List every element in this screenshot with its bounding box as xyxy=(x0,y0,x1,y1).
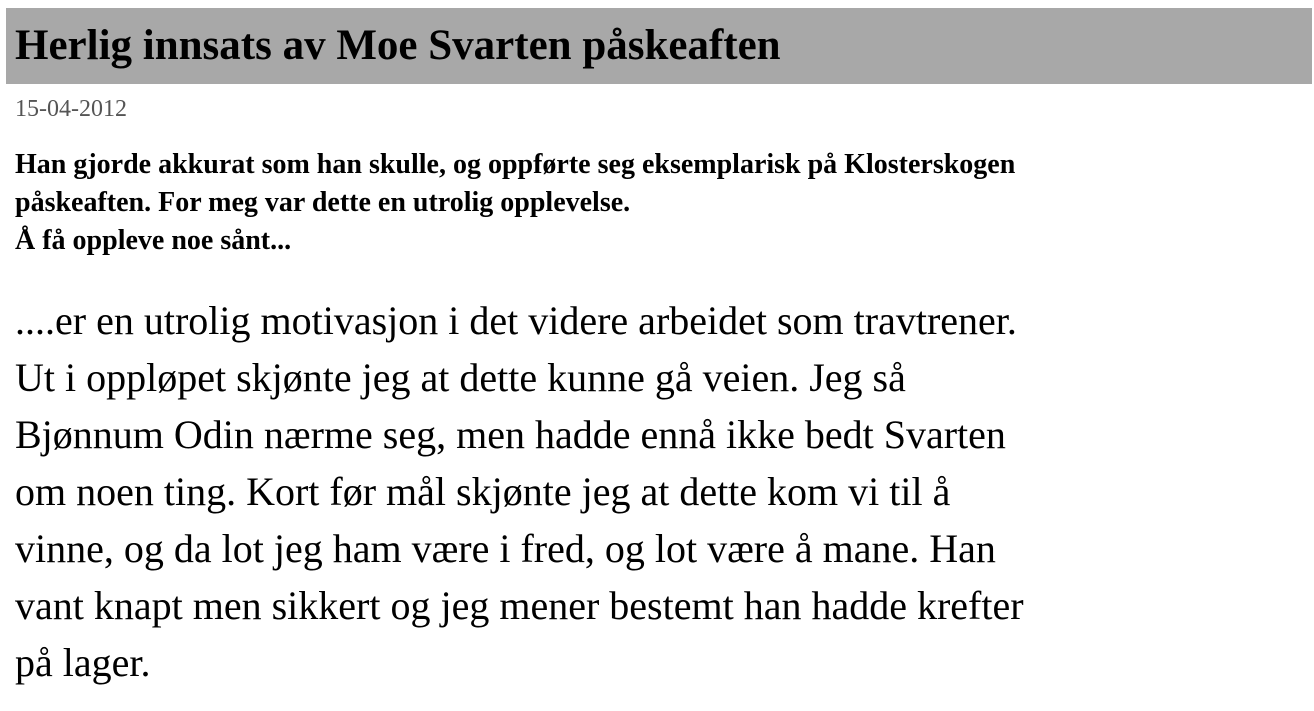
article-title-bar xyxy=(6,8,1312,84)
article-body xyxy=(15,292,1310,691)
lead-line: påskeaften. For meg var dette en utrolig opplevelse. xyxy=(15,187,631,218)
body-line: om noen ting. Kort før mål skjønte jeg at dette kom vi til å xyxy=(15,469,951,514)
lead-line: Å få oppleve noe sånt... xyxy=(15,225,292,256)
body-line: ....er en utrolig motivasjon i det videre arbeidet som travtrener. xyxy=(15,298,1017,343)
body-line: vant knapt men sikkert og jeg mener bestemt han hadde krefter xyxy=(15,583,1024,628)
article-date: 15-04-2012 xyxy=(15,96,127,122)
lead-line: Han gjorde akkurat som han skulle, og oppførte seg eksemplarisk på Klosterskogen xyxy=(15,149,1016,180)
body-line: på lager. xyxy=(15,640,151,685)
article-title: Herlig innsats av Moe Svarten påskeaften xyxy=(15,22,781,69)
body-line: Bjønnum Odin nærme seg, men hadde ennå ikke bedt Svarten xyxy=(15,412,1006,457)
body-line: vinne, og da lot jeg ham være i fred, og lot være å mane. Han xyxy=(15,526,996,571)
article-lead xyxy=(15,146,1305,260)
body-line: Ut i oppløpet skjønte jeg at dette kunne gå veien. Jeg så xyxy=(15,355,906,400)
